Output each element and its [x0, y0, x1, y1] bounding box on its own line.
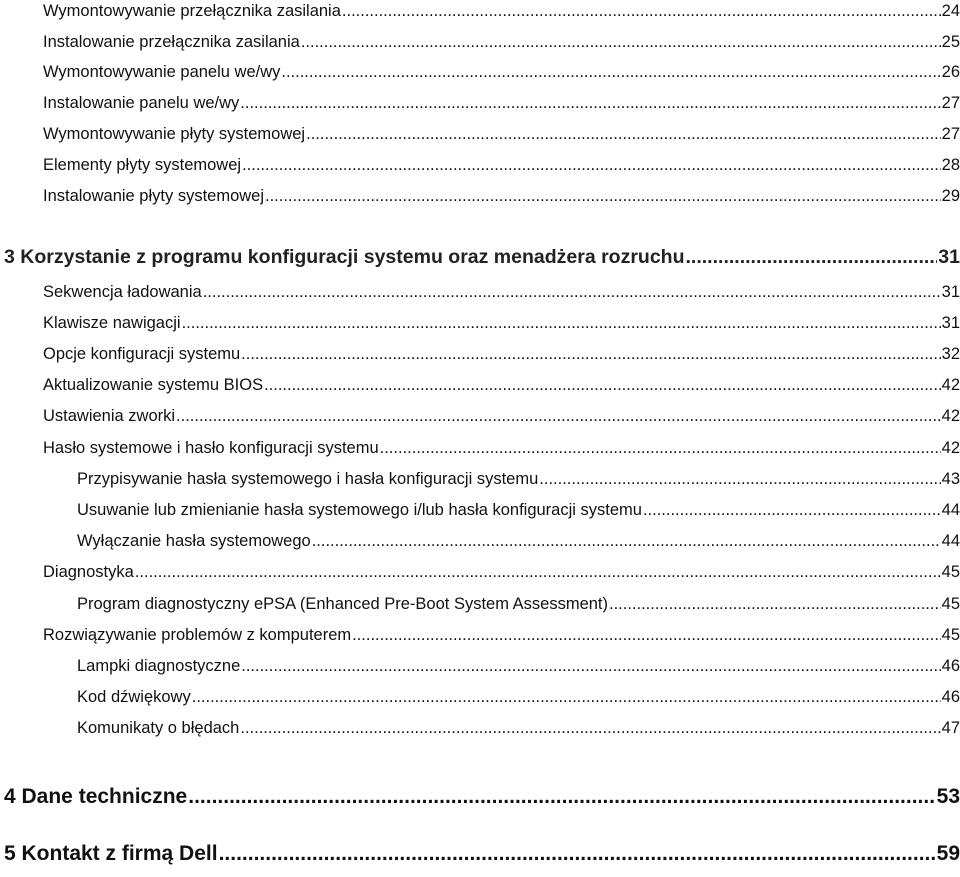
toc-entry-title: Instalowanie płyty systemowej: [43, 187, 265, 205]
toc-leader-dots: [281, 63, 940, 82]
toc-entry-page: 31: [941, 314, 960, 332]
toc-subentry-page: 44: [941, 532, 960, 550]
toc-entry-title: Aktualizowanie systemu BIOS: [43, 376, 264, 394]
toc-subentry[interactable]: [77, 657, 960, 676]
toc-entry-title: Ustawienia zworki: [43, 407, 176, 425]
toc-entry-page: 42: [941, 376, 960, 394]
toc-chapter-page: 31: [938, 246, 960, 268]
toc-entry-page: 27: [941, 125, 960, 143]
toc-entry-title: Hasło systemowe i hasło konfiguracji systemu: [43, 439, 379, 457]
toc-entry-page: 32: [941, 345, 960, 363]
toc-entry-title: Sekwencja ładowania: [43, 283, 202, 301]
toc-subentry-title: Program diagnostyczny ePSA (Enhanced Pre-Boot System Assessment): [77, 595, 608, 613]
toc-leader-dots: [182, 314, 941, 333]
toc-subentry-title: Lampki diagnostyczne: [77, 657, 241, 675]
toc-leader-dots: [219, 842, 936, 866]
toc-entry-title: Wymontowywanie przełącznika zasilania: [43, 2, 341, 20]
toc-entry[interactable]: [43, 156, 960, 175]
toc-leader-dots: [380, 439, 941, 458]
toc-leader-dots: [264, 376, 941, 395]
toc-leader-dots: [609, 595, 941, 614]
toc-leader-dots: [176, 407, 941, 426]
toc-subentry-title: Kod dźwiękowy: [77, 688, 191, 706]
toc-subentry-page: 46: [941, 657, 960, 675]
toc-subentry-title: Wyłączanie hasła systemowego: [77, 532, 311, 550]
toc-entry[interactable]: [43, 376, 960, 395]
toc-entry[interactable]: [43, 63, 960, 82]
toc-subentry-page: 43: [941, 470, 960, 488]
toc-entry[interactable]: [43, 314, 960, 333]
toc-leader-dots: [306, 125, 941, 144]
toc-entry-title: Rozwiązywanie problemów z komputerem: [43, 626, 352, 644]
toc-subentry-title: Usuwanie lub zmienianie hasła systemowego i/lub hasła konfiguracji systemu: [77, 501, 642, 519]
toc-chapter-page: 59: [936, 842, 960, 865]
toc-subentry[interactable]: [77, 501, 960, 520]
toc-subentry[interactable]: [77, 719, 960, 738]
toc-chapter-title: 4 Dane techniczne: [4, 785, 188, 808]
toc-entry-page: 45: [941, 626, 960, 644]
toc-entry-page: 26: [941, 63, 960, 81]
toc-entry[interactable]: [43, 283, 960, 302]
toc-entry-title: Diagnostyka: [43, 563, 134, 581]
toc-entry[interactable]: [43, 125, 960, 144]
toc-entry[interactable]: [43, 407, 960, 426]
toc-entry-page: 28: [941, 156, 960, 174]
toc-leader-dots: [240, 94, 940, 113]
toc-entry[interactable]: [43, 94, 960, 113]
toc-leader-dots: [240, 719, 940, 738]
toc-entry-title: Elementy płyty systemowej: [43, 156, 242, 174]
toc-leader-dots: [192, 688, 941, 707]
toc-leader-dots: [301, 33, 941, 52]
toc-entry[interactable]: [43, 439, 960, 458]
toc-chapter-entry[interactable]: [4, 842, 960, 866]
toc-subentry[interactable]: [77, 532, 960, 551]
toc-entry[interactable]: [43, 345, 960, 364]
toc-chapter-entry[interactable]: [4, 785, 960, 809]
toc-leader-dots: [135, 563, 941, 582]
toc-leader-dots: [241, 657, 940, 676]
toc-entry[interactable]: [43, 2, 960, 21]
toc-chapter-title: 5 Kontakt z firmą Dell: [4, 842, 218, 865]
toc-entry[interactable]: [43, 33, 960, 52]
toc-entry-page: 42: [941, 407, 960, 425]
toc-leader-dots: [188, 785, 935, 809]
toc-leader-dots: [203, 283, 941, 302]
toc-subentry[interactable]: [77, 688, 960, 707]
toc-entry-page: 31: [941, 283, 960, 301]
toc-chapter-page: 53: [936, 785, 960, 808]
toc-entry-title: Instalowanie panelu we/wy: [43, 94, 240, 112]
toc-subentry[interactable]: [77, 470, 960, 489]
toc-entry[interactable]: [43, 187, 960, 206]
toc-leader-dots: [686, 246, 938, 269]
toc-entry-page: 29: [941, 187, 960, 205]
toc-subentry-page: 47: [941, 719, 960, 737]
toc-subentry-page: 44: [941, 501, 960, 519]
toc-subentry-title: Przypisywanie hasła systemowego i hasła konfiguracji systemu: [77, 470, 539, 488]
toc-entry-title: Instalowanie przełącznika zasilania: [43, 33, 300, 51]
toc-leader-dots: [265, 187, 941, 206]
toc-leader-dots: [539, 470, 940, 489]
toc-leader-dots: [342, 2, 941, 21]
toc-leader-dots: [241, 345, 940, 364]
toc-leader-dots: [352, 626, 941, 645]
toc-leader-dots: [643, 501, 941, 520]
toc-entry-title: Wymontowywanie płyty systemowej: [43, 125, 306, 143]
toc-subentry[interactable]: [77, 595, 960, 614]
toc-entry-page: 27: [941, 94, 960, 112]
toc-subentry-title: Komunikaty o błędach: [77, 719, 240, 737]
toc-leader-dots: [242, 156, 941, 175]
toc-entry-page: 45: [941, 563, 960, 581]
toc-entry[interactable]: [43, 563, 960, 582]
toc-entry-title: Wymontowywanie panelu we/wy: [43, 63, 281, 81]
toc-subentry-page: 46: [941, 688, 960, 706]
toc-chapter-title: 3 Korzystanie z programu konfiguracji systemu oraz menadżera rozruchu: [4, 246, 685, 268]
toc-subentry-page: 45: [941, 595, 960, 613]
toc-entry-title: Klawisze nawigacji: [43, 314, 181, 332]
toc-leader-dots: [312, 532, 941, 551]
toc-entry-page: 42: [941, 439, 960, 457]
toc-entry-page: 24: [941, 2, 960, 20]
toc-chapter-entry[interactable]: [4, 246, 960, 269]
toc-entry-page: 25: [941, 33, 960, 51]
toc-entry[interactable]: [43, 626, 960, 645]
toc-entry-title: Opcje konfiguracji systemu: [43, 345, 241, 363]
